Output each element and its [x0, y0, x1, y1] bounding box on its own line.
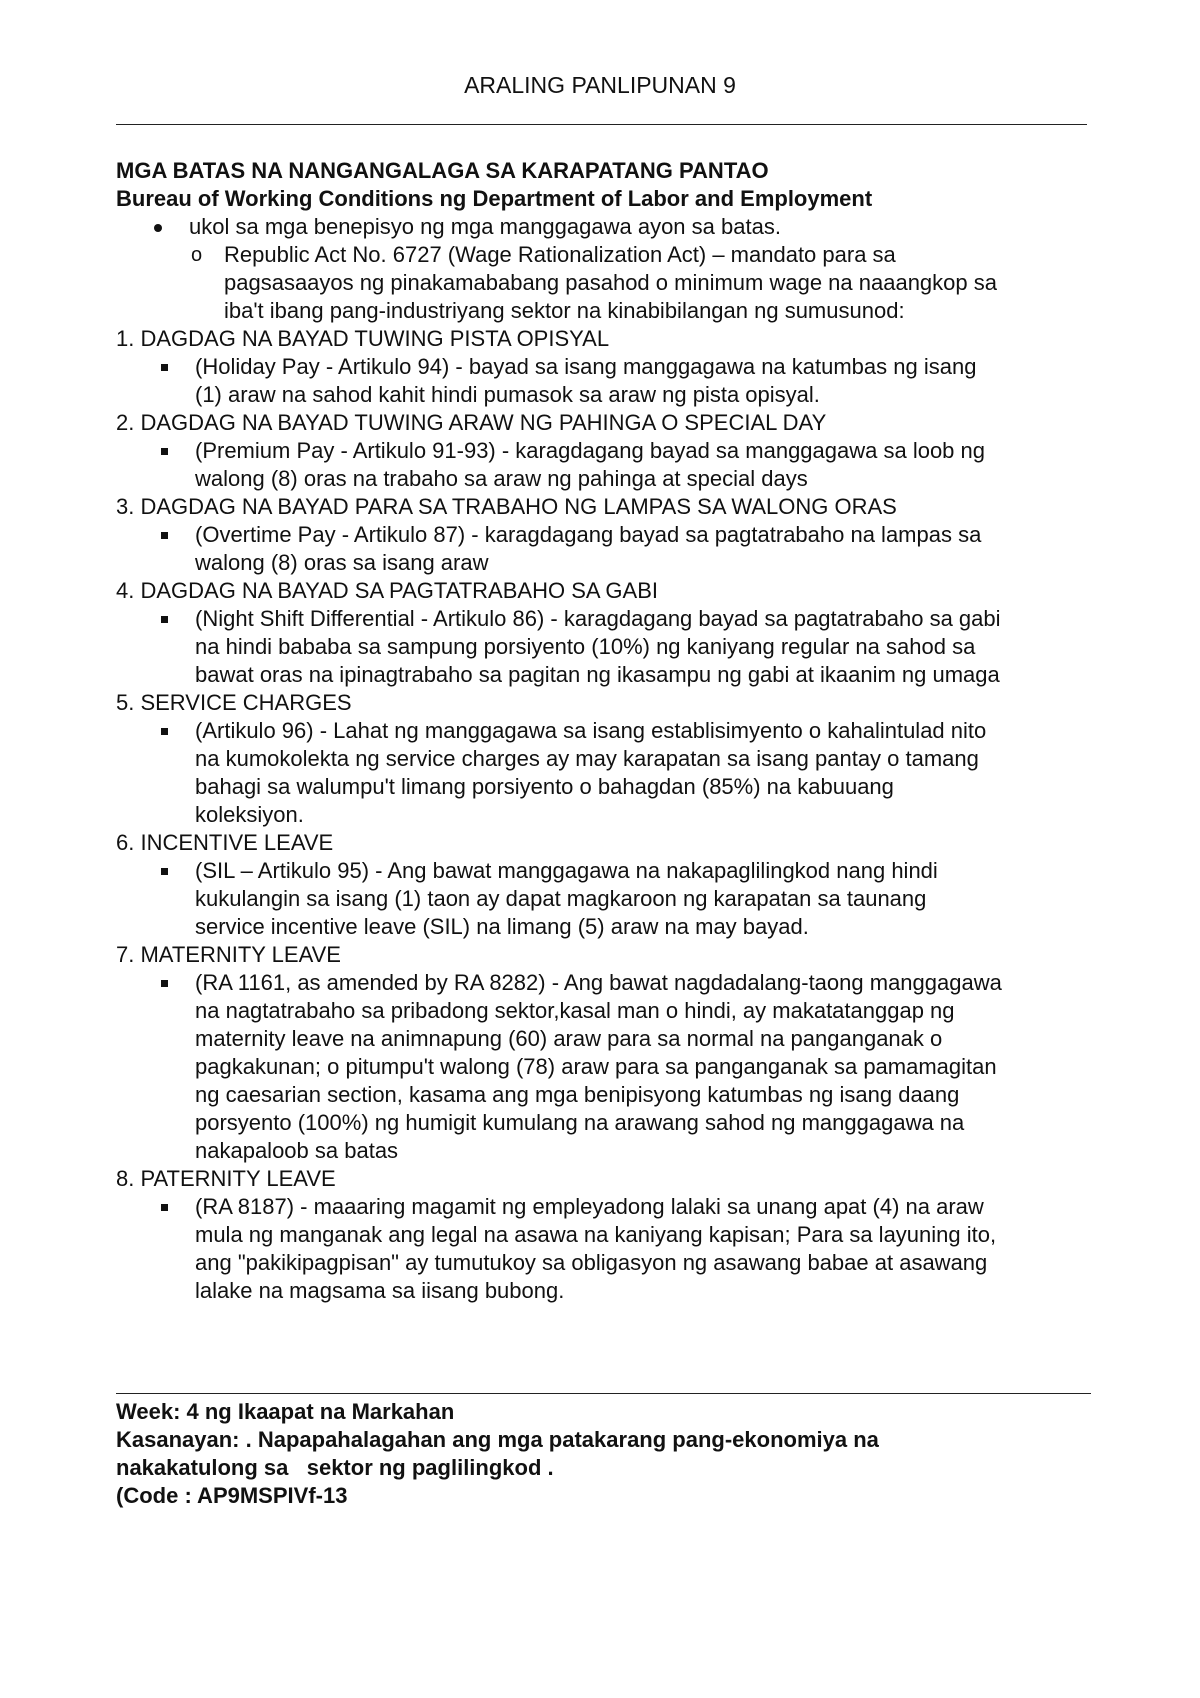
benefit-detail-line: (1) araw na sahod kahit hindi pumasok sa araw ng pista opisyal. [195, 382, 820, 407]
benefit-detail-line: lalake na magsama sa iisang bubong. [195, 1278, 565, 1303]
bullet-dot-icon [154, 224, 162, 232]
benefit-detail [116, 521, 1096, 577]
square-bullet-icon [161, 868, 168, 875]
benefit-detail-line: mula ng manganak ang legal na asawa na kaniyang kapisan; Para sa layuning ito, [195, 1222, 997, 1247]
square-bullet-icon [161, 448, 168, 455]
benefit-detail-line: (Premium Pay - Artikulo 91-93) - karagdagang bayad sa manggagawa sa loob ng [195, 438, 986, 463]
benefit-detail [116, 605, 1096, 689]
benefit-heading: 8. PATERNITY LEAVE [116, 1166, 336, 1191]
intro-sub-line: Republic Act No. 6727 (Wage Rationalization Act) – mandato para sa [224, 242, 896, 267]
benefit-detail-line: service incentive leave (SIL) na limang (5) araw na may bayad. [195, 914, 809, 939]
footer-skill-line: nakakatulong sa sektor ng paglilingkod . [116, 1455, 554, 1480]
section-subtitle: Bureau of Working Conditions ng Department of Labor and Employment [116, 186, 873, 211]
document-body [116, 157, 1096, 1305]
benefit-detail [116, 353, 1096, 409]
benefit-heading: 6. INCENTIVE LEAVE [116, 830, 334, 855]
benefit-detail-line: porsyento (100%) ng humigit kumulang na arawang sahod ng manggagawa na [195, 1110, 965, 1135]
square-bullet-icon [161, 980, 168, 987]
benefit-detail-line: (Holiday Pay - Artikulo 94) - bayad sa isang manggagawa na katumbas ng isang [195, 354, 977, 379]
benefit-detail-line: walong (8) oras na trabaho sa araw ng pahinga at special days [195, 466, 808, 491]
square-bullet-icon [161, 364, 168, 371]
footer-block [116, 1398, 1096, 1510]
benefit-heading: 7. MATERNITY LEAVE [116, 942, 341, 967]
benefit-heading: 2. DAGDAG NA BAYAD TUWING ARAW NG PAHINGA O SPECIAL DAY [116, 410, 827, 435]
benefit-detail-line: (SIL – Artikulo 95) - Ang bawat manggagawa na nakapaglilingkod nang hindi [195, 858, 938, 883]
benefit-heading: 3. DAGDAG NA BAYAD PARA SA TRABAHO NG LAMPAS SA WALONG ORAS [116, 494, 897, 519]
square-bullet-icon [161, 728, 168, 735]
benefit-detail-line: na hindi bababa sa sampung porsiyento (10%) ng kaniyang regular na sahod sa [195, 634, 976, 659]
footer-skill-line: Kasanayan: . Napapahalagahan ang mga patakarang pang-ekonomiya na [116, 1427, 879, 1452]
square-bullet-icon [161, 1204, 168, 1211]
benefit-detail-line: ng caesarian section, kasama ang mga benipisyong katumbas ng isang daang [195, 1082, 960, 1107]
benefit-detail-line: na nagtatrabaho sa pribadong sektor,kasal man o hindi, ay makatatanggap ng [195, 998, 955, 1023]
footer-code: (Code : AP9MSPIVf-13 [116, 1483, 348, 1508]
benefit-heading: 1. DAGDAG NA BAYAD TUWING PISTA OPISYAL [116, 326, 610, 351]
benefit-heading: 4. DAGDAG NA BAYAD SA PAGTATRABAHO SA GABI [116, 578, 659, 603]
intro-bullet [116, 213, 1096, 241]
intro-sub-line: iba't ibang pang-industriyang sektor na kinabibilangan ng sumusunod: [224, 298, 905, 323]
benefit-detail-line: (Artikulo 96) - Lahat ng manggagawa sa isang establisimyento o kahalintulad nito [195, 718, 987, 743]
benefit-detail-line: bahagi sa walumpu't limang porsiyento o bahagdan (85%) na kabuuang [195, 774, 894, 799]
benefit-detail-line: koleksiyon. [195, 802, 304, 827]
benefit-detail-line: walong (8) oras sa isang araw [195, 550, 489, 575]
benefit-detail-line: (RA 1161, as amended by RA 8282) - Ang bawat nagdadalang-taong manggagawa [195, 970, 1002, 995]
benefit-detail-line: (RA 8187) - maaaring magamit ng empleyadong lalaki sa unang apat (4) na araw [195, 1194, 984, 1219]
benefit-detail [116, 969, 1096, 1165]
benefit-detail-line: nakapaloob sa batas [195, 1138, 399, 1163]
benefit-detail-line: kukulangin sa isang (1) taon ay dapat magkaroon ng karapatan sa taunang [195, 886, 927, 911]
section-title: MGA BATAS NA NANGANGALAGA SA KARAPATANG PANTAO [116, 158, 769, 183]
benefit-detail-line: pagkakunan; o pitumpu't walong (78) araw para sa panganganak sa pamamagitan [195, 1054, 997, 1079]
benefit-detail-line: na kumokolekta ng service charges ay may karapatan sa isang pantay o tamang [195, 746, 979, 771]
square-bullet-icon [161, 532, 168, 539]
header-divider [116, 124, 1087, 125]
benefit-detail [116, 437, 1096, 493]
benefits-list [116, 325, 1096, 1305]
benefit-detail-line: ang "pakikipagpisan" ay tumutukoy sa obligasyon ng asawang babae at asawang [195, 1250, 988, 1275]
benefit-detail [116, 1193, 1096, 1305]
benefit-heading: 5. SERVICE CHARGES [116, 690, 352, 715]
intro-bullet-text: ukol sa mga benepisyo ng mga manggagawa ayon sa batas. [189, 214, 781, 239]
intro-sub-line: pagsasaayos ng pinakamababang pasahod o minimum wage na naaangkop sa [224, 270, 997, 295]
square-bullet-icon [161, 616, 168, 623]
intro-sub-bullet [116, 241, 1096, 325]
benefit-detail-line: (Overtime Pay - Artikulo 87) - karagdagang bayad sa pagtatrabaho na lampas sa [195, 522, 982, 547]
benefit-detail-line: maternity leave na animnapung (60) araw para sa normal na panganganak o [195, 1026, 943, 1051]
footer-divider [116, 1393, 1091, 1394]
benefit-detail-line: (Night Shift Differential - Artikulo 86) - karagdagang bayad sa pagtatrabaho sa gabi [195, 606, 1001, 631]
subject-title: ARALING PANLIPUNAN 9 [464, 72, 736, 98]
benefit-detail-line: bawat oras na ipinagtrabaho sa pagitan ng ikasampu ng gabi at ikaanim ng umaga [195, 662, 1000, 687]
circle-bullet-icon: o [191, 244, 203, 266]
footer-week: Week: 4 ng Ikaapat na Markahan [116, 1399, 455, 1424]
benefit-detail [116, 717, 1096, 829]
benefit-detail [116, 857, 1096, 941]
